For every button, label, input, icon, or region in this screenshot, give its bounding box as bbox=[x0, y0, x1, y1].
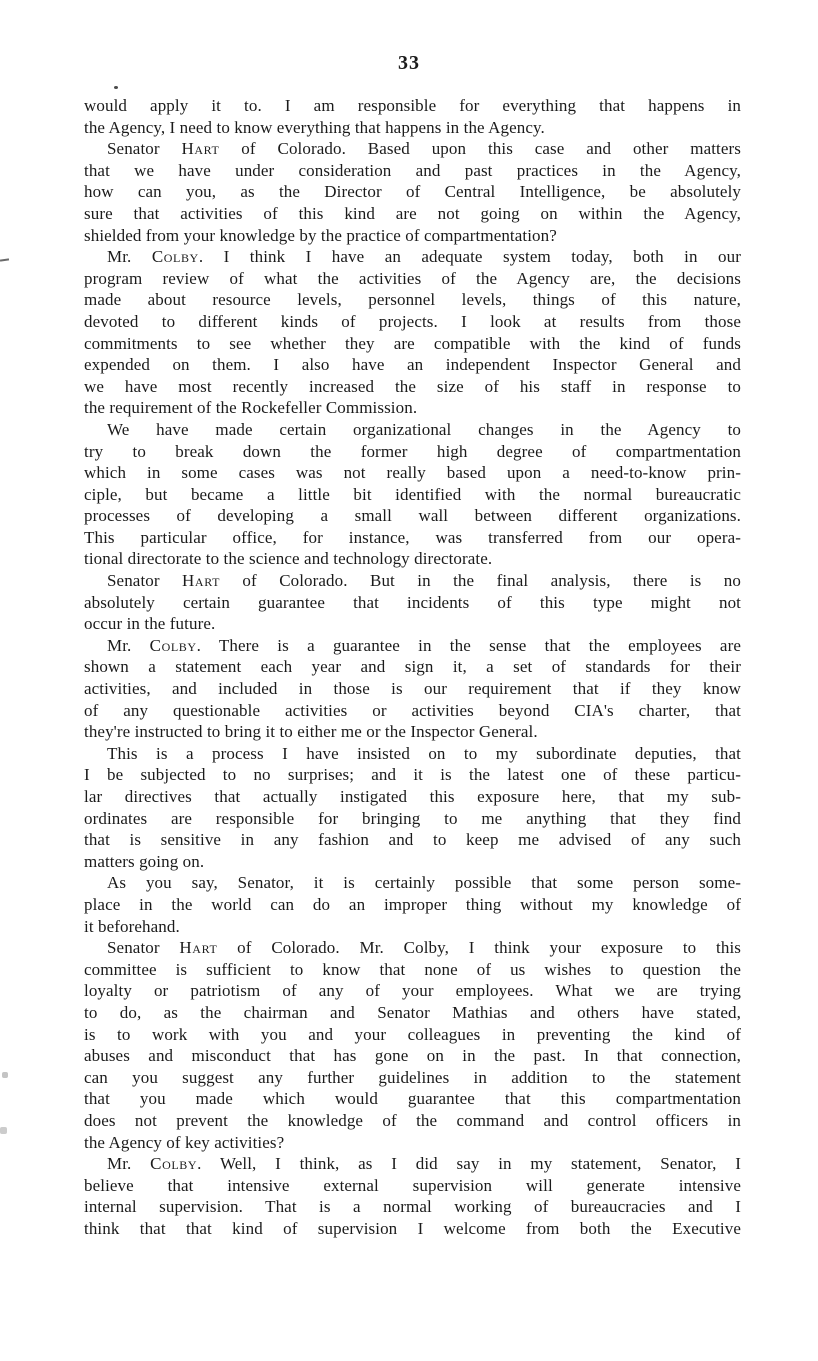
text-line bbox=[84, 1132, 741, 1154]
text-line bbox=[84, 138, 741, 160]
text-run: that is sensitive in any fashion and to keep me advised of any such bbox=[84, 830, 741, 850]
text-line bbox=[84, 808, 741, 830]
text-line bbox=[84, 764, 741, 786]
text-line bbox=[84, 656, 741, 678]
text-run: . Well, I think, as I did say in my statement, Senator, I bbox=[197, 1154, 741, 1174]
text-line bbox=[84, 333, 741, 355]
text-line bbox=[84, 700, 741, 722]
text-run: they're instructed to bring it to either me or the Inspector General. bbox=[84, 722, 538, 742]
text-line bbox=[84, 548, 741, 570]
text-line bbox=[84, 829, 741, 851]
text-run: made about resource levels, personnel levels, things of this nature, bbox=[84, 290, 741, 310]
text-line bbox=[84, 592, 741, 614]
text-run: place in the world can do an improper thing without my knowledge of bbox=[84, 894, 741, 914]
speaker-name: Colby bbox=[151, 247, 199, 267]
text-run: the Agency of key activities? bbox=[84, 1132, 285, 1152]
text-run: to do, as the chairman and Senator Mathias and others have stated, bbox=[84, 1002, 741, 1022]
text-line bbox=[84, 959, 741, 981]
text-line bbox=[84, 181, 741, 203]
text-run: This is a process I have insisted on to my subordinate deputies, that bbox=[107, 743, 741, 763]
text-run: loyalty or patriotism of any of your employees. What we are trying bbox=[84, 981, 741, 1001]
text-run: matters going on. bbox=[84, 851, 205, 871]
text-line bbox=[84, 872, 741, 894]
text-run: can you suggest any further guidelines in addition to the statement bbox=[84, 1067, 741, 1087]
text-line bbox=[84, 916, 741, 938]
text-run: which in some cases was not really based upon a need-to-know prin- bbox=[84, 463, 741, 483]
scan-artifact bbox=[0, 258, 9, 261]
text-run: we have most recently increased the size of his staff in response to bbox=[84, 376, 741, 396]
text-run: of Colorado. Based upon this case and other matters bbox=[219, 139, 741, 159]
text-run: absolutely certain guarantee that incidents of this type might not bbox=[84, 592, 741, 612]
text-line bbox=[84, 1110, 741, 1132]
text-run: does not prevent the knowledge of the command and control officers in bbox=[84, 1110, 741, 1130]
text-line bbox=[84, 721, 741, 743]
text-line bbox=[84, 570, 741, 592]
text-line bbox=[84, 441, 741, 463]
text-run: program review of what the activities of the Agency are, the decisions bbox=[84, 268, 741, 288]
text-run: think that that kind of supervision I welcome from both the Executive bbox=[84, 1218, 741, 1238]
text-run: committee is sufficient to know that none of us wishes to question the bbox=[84, 959, 741, 979]
text-run: shielded from your knowledge by the practice of compartmentation? bbox=[84, 225, 557, 245]
text-run: the requirement of the Rockefeller Commission. bbox=[84, 398, 418, 418]
page-number: 33 bbox=[398, 52, 420, 74]
text-run: commitments to see whether they are compatible with the kind of funds bbox=[84, 333, 741, 353]
text-line bbox=[84, 937, 741, 959]
text-run: tional directorate to the science and technology directorate. bbox=[84, 549, 493, 569]
text-line bbox=[84, 505, 741, 527]
text-run: This particular office, for instance, was transferred from our opera- bbox=[84, 527, 741, 547]
speaker-name: Colby bbox=[150, 1154, 198, 1174]
text-line bbox=[84, 527, 741, 549]
text-line bbox=[84, 1153, 741, 1175]
text-line bbox=[84, 678, 741, 700]
text-run: processes of developing a small wall between different organizations. bbox=[84, 506, 741, 526]
text-line bbox=[84, 397, 741, 419]
text-line bbox=[84, 95, 741, 117]
text-line bbox=[84, 246, 741, 268]
text-run: sure that activities of this kind are not going on within the Agency, bbox=[84, 203, 741, 223]
text-line bbox=[84, 484, 741, 506]
speaker-name: Hart bbox=[181, 139, 220, 159]
text-run: ordinates are responsible for bringing to me anything that they find bbox=[84, 808, 741, 828]
text-line bbox=[84, 419, 741, 441]
text-run: I be subjected to no surprises; and it is the latest one of these particu- bbox=[84, 765, 741, 785]
text-run: activities, and included in those is our requirement that if they know bbox=[84, 679, 741, 699]
text-run: that we have under consideration and past practices in the Agency, bbox=[84, 160, 741, 180]
text-run: would apply it to. I am responsible for everything that happens in bbox=[84, 96, 741, 115]
text-line bbox=[84, 851, 741, 873]
text-line bbox=[84, 311, 741, 333]
text-line bbox=[84, 225, 741, 247]
scan-artifact bbox=[2, 1072, 8, 1078]
text-line bbox=[84, 1045, 741, 1067]
text-run: occur in the future. bbox=[84, 614, 216, 634]
text-line bbox=[84, 786, 741, 808]
text-line bbox=[84, 376, 741, 398]
scan-artifact bbox=[114, 86, 118, 89]
text-line bbox=[84, 743, 741, 765]
text-run: We have made certain organizational changes in the Agency to bbox=[107, 419, 741, 439]
text-line bbox=[84, 1002, 741, 1024]
text-run: devoted to different kinds of projects. I look at results from those bbox=[84, 311, 741, 331]
text-line bbox=[84, 635, 741, 657]
text-run: lar directives that actually instigated this exposure here, that my sub- bbox=[84, 787, 741, 806]
text-run: ciple, but became a little bit identified with the normal bureaucratic bbox=[84, 484, 741, 504]
text-run: the Agency, I need to know everything that happens in the Agency. bbox=[84, 117, 545, 137]
text-line bbox=[84, 1196, 741, 1218]
text-line bbox=[84, 117, 741, 139]
text-run: that you made which would guarantee that this compartmentation bbox=[84, 1089, 741, 1109]
text-run: . I think I have an adequate system today, both in our bbox=[198, 247, 741, 267]
text-line bbox=[84, 268, 741, 290]
text-run: is to work with you and your colleagues in preventing the kind of bbox=[84, 1024, 741, 1044]
text-line bbox=[84, 160, 741, 182]
text-run: expended on them. I also have an independent Inspector General and bbox=[84, 355, 741, 375]
text-line bbox=[84, 462, 741, 484]
speaker-name: Hart bbox=[182, 571, 221, 591]
text-run: internal supervision. That is a normal working of bureaucracies and I bbox=[84, 1197, 741, 1217]
text-line bbox=[84, 354, 741, 376]
text-run: shown a statement each year and sign it, a set of standards for their bbox=[84, 657, 741, 677]
text-line bbox=[84, 1024, 741, 1046]
text-run: how can you, as the Director of Central Intelligence, be absolutely bbox=[84, 182, 741, 202]
text-line bbox=[84, 1067, 741, 1089]
text-line bbox=[84, 1088, 741, 1110]
text-line bbox=[84, 980, 741, 1002]
text-line bbox=[84, 613, 741, 635]
text-run: Senator bbox=[107, 139, 182, 159]
text-run: Mr. bbox=[107, 247, 152, 267]
text-run: of any questionable activities or activities beyond CIA's charter, that bbox=[84, 700, 741, 720]
text-run: Mr. bbox=[107, 635, 150, 655]
scan-artifact bbox=[0, 1127, 7, 1134]
text-run: Mr. bbox=[107, 1154, 151, 1174]
text-line bbox=[84, 1175, 741, 1197]
text-run: Senator bbox=[107, 938, 180, 958]
text-run: As you say, Senator, it is certainly possible that some person some- bbox=[107, 873, 741, 893]
text-run: try to break down the former high degree of compartmentation bbox=[84, 441, 741, 461]
text-line bbox=[84, 289, 741, 311]
text-run: of Colorado. Mr. Colby, I think your exposure to this bbox=[217, 938, 741, 958]
text-line bbox=[84, 894, 741, 916]
text-run: abuses and misconduct that has gone on in the past. In that connection, bbox=[84, 1046, 741, 1066]
text-run: believe that intensive external supervision will generate intensive bbox=[84, 1175, 741, 1195]
text-line bbox=[84, 1218, 741, 1240]
text-run: . There is a guarantee in the sense that the employees are bbox=[196, 635, 741, 655]
text-run: Senator bbox=[107, 571, 183, 591]
text-run: it beforehand. bbox=[84, 916, 180, 936]
speaker-name: Colby bbox=[149, 635, 197, 655]
speaker-name: Hart bbox=[179, 938, 218, 958]
text-run: of Colorado. But in the final analysis, there is no bbox=[220, 571, 742, 591]
transcript-text-block bbox=[84, 95, 741, 1239]
text-line bbox=[84, 203, 741, 225]
